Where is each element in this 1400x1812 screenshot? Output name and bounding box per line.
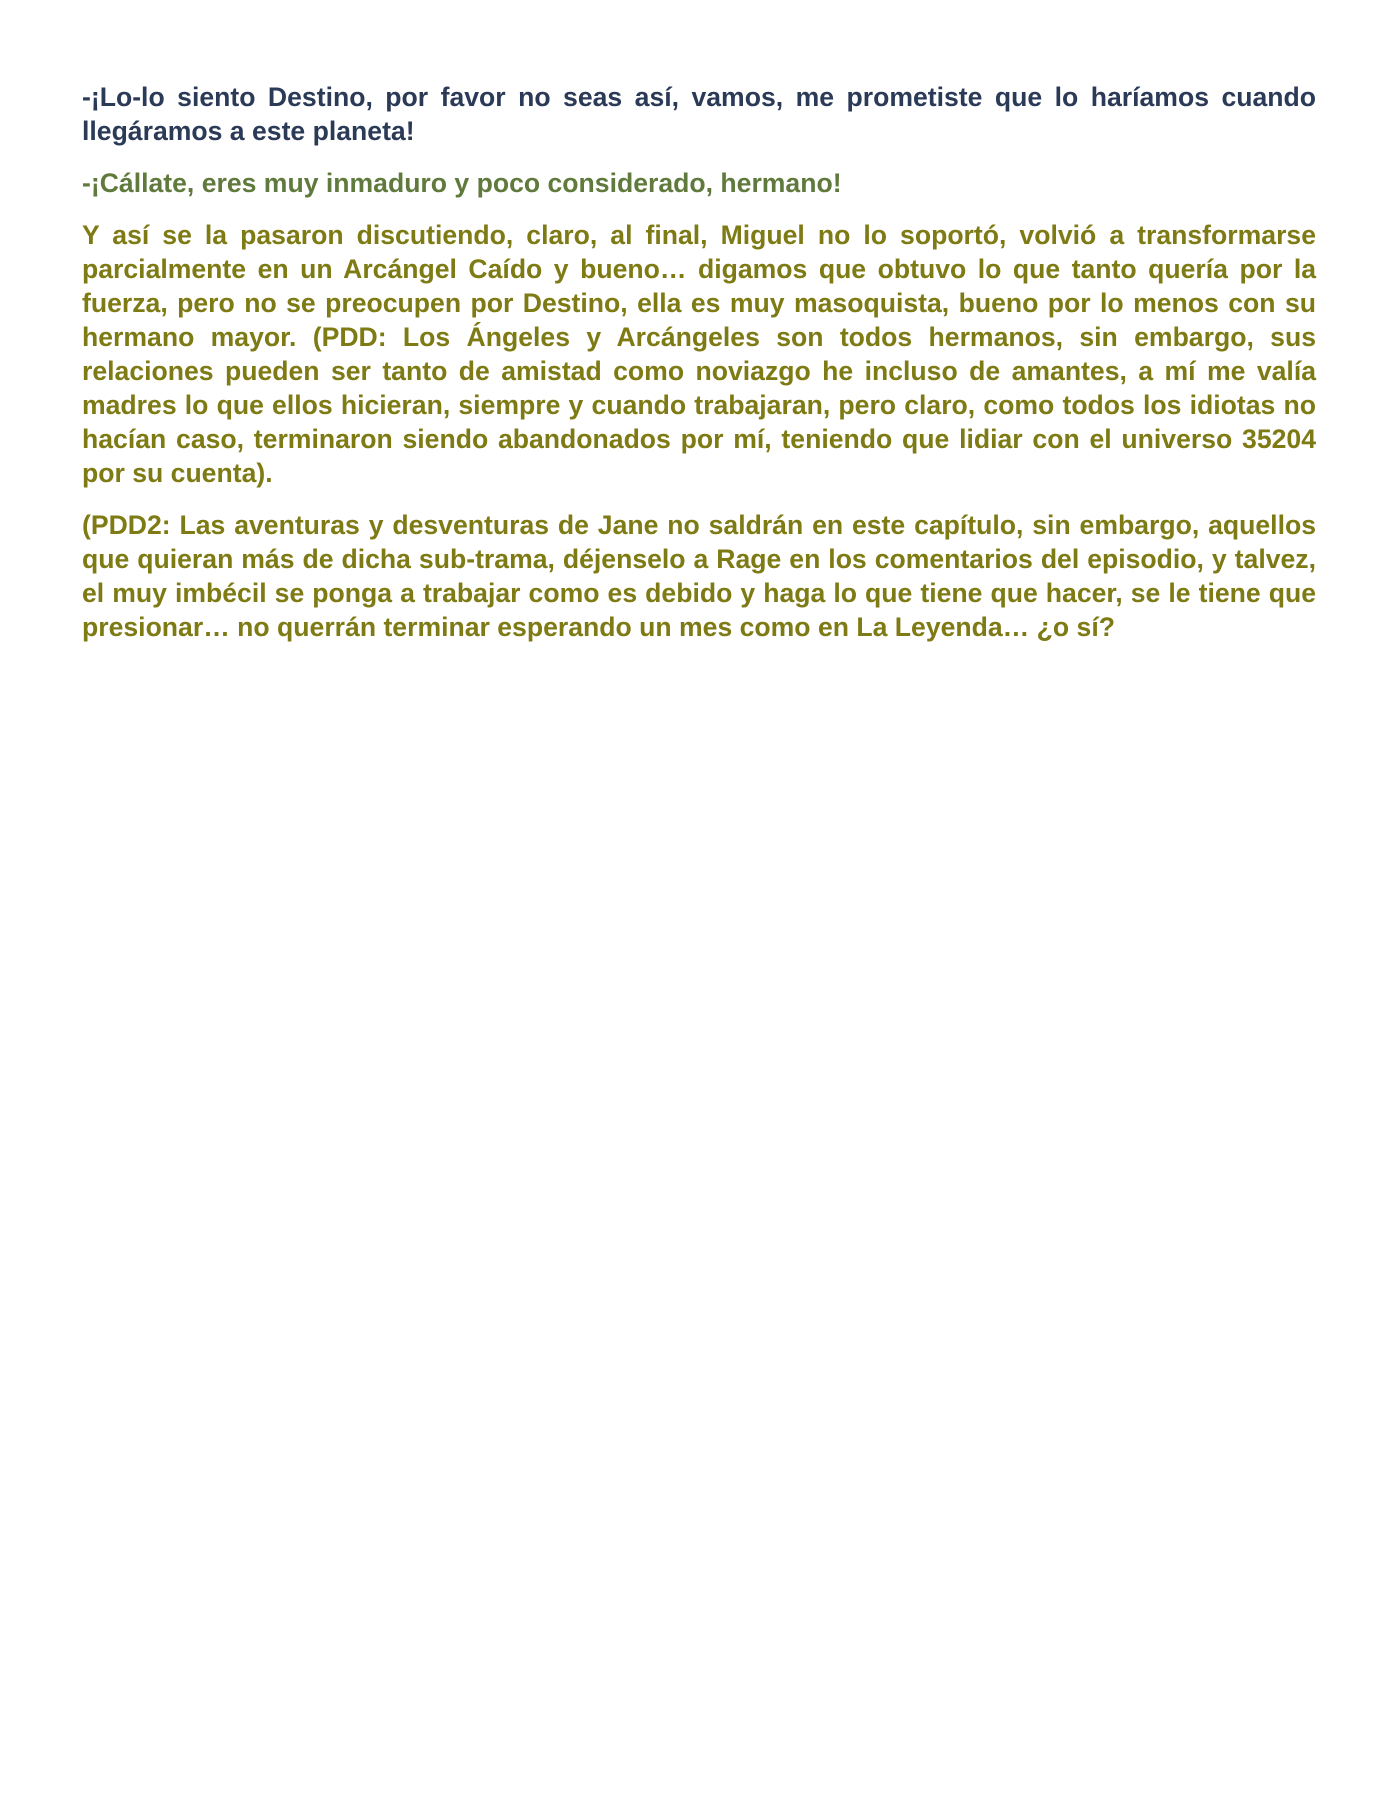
author-note-paragraph: (PDD2: Las aventuras y desventuras de Jane no saldrán en este capítulo, sin embargo, aquellos que quieran más de dicha sub-trama, déjenselo a Rage en los comentarios del episodio, y talvez, el muy imbécil se ponga a trabajar como es debido y haga lo que tiene que hacer, se le tiene que presionar… no querrán terminar esperando un mes como en La Leyenda… ¿o sí? — [82, 510, 1316, 642]
document-body — [82, 80, 1316, 662]
dialogue-paragraph-miguel: -¡Lo-lo siento Destino, por favor no seas así, vamos, me prometiste que lo haríamos cuando llegáramos a este planeta! — [82, 82, 1316, 146]
dialogue-paragraph-destino: -¡Cállate, eres muy inmaduro y poco considerado, hermano! — [82, 168, 842, 198]
narration-paragraph: Y así se la pasaron discutiendo, claro, al final, Miguel no lo soportó, volvió a transformarse parcialmente en un Arcángel Caído y bueno… digamos que obtuvo lo que tanto quería por la fuerza, pero no se preocupen por Destino, ella es muy masoquista, bueno por lo menos con su hermano mayor. (PDD: Los Ángeles y Arcángeles son todos hermanos, sin embargo, sus relaciones pueden ser tanto de amistad como noviazgo he incluso de amantes, a mí me valía madres lo que ellos hicieran, siempre y cuando trabajaran, pero claro, como todos los idiotas no hacían caso, terminaron siendo abandonados por mí, teniendo que lidiar con el universo 35204 por su cuenta). — [82, 220, 1316, 488]
